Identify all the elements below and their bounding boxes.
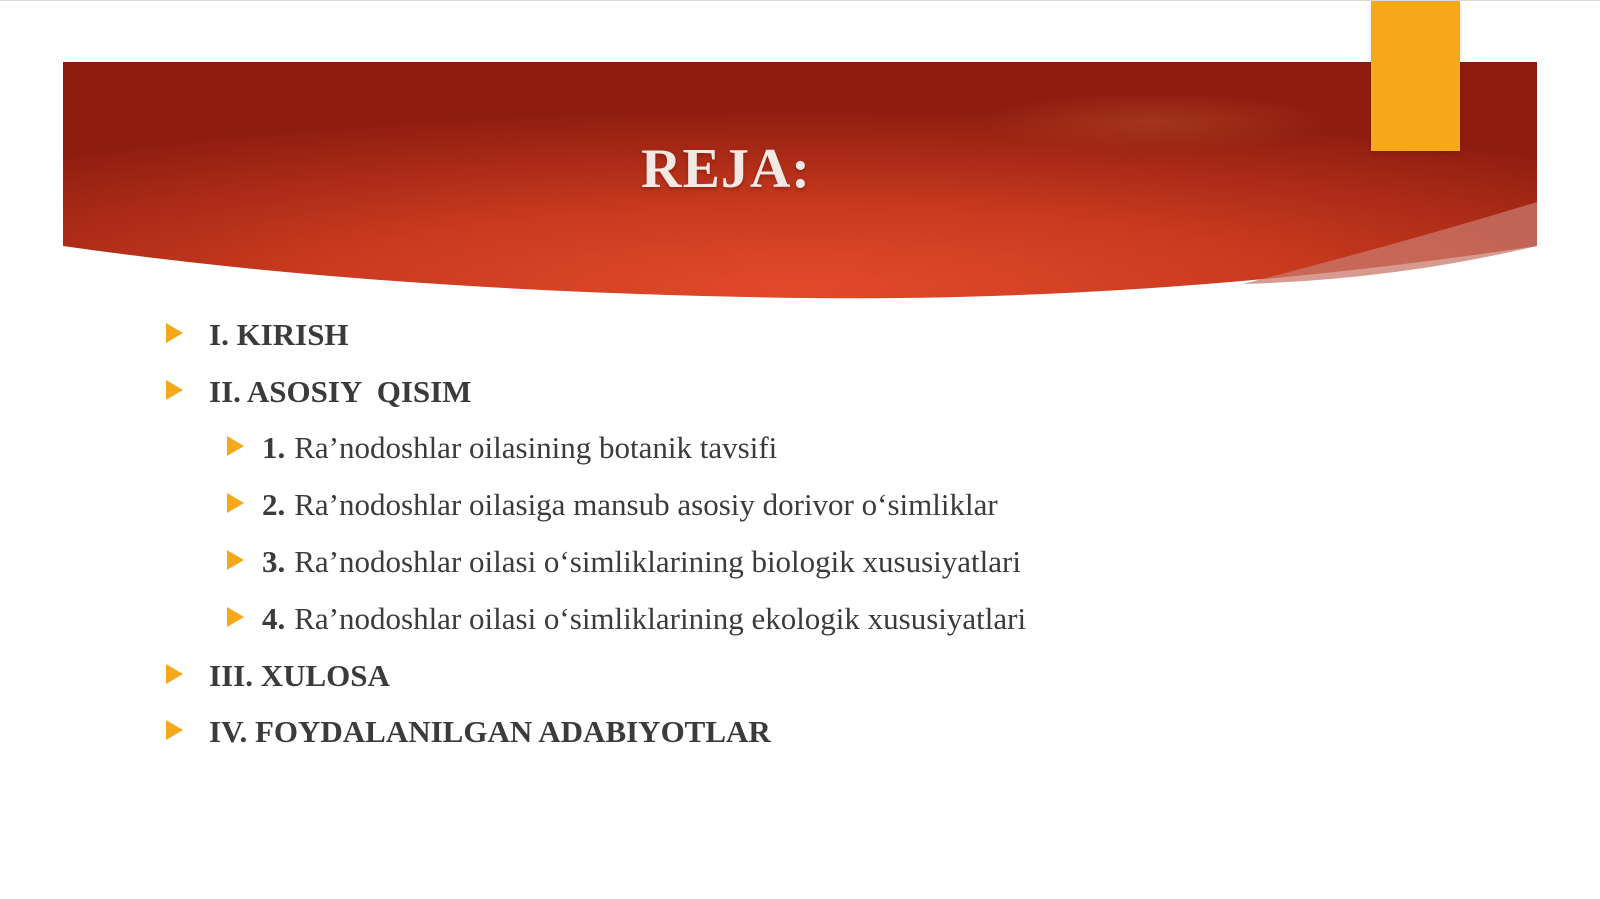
outline-item-label: III. XULOSA [209, 658, 390, 693]
subitem-text: Ra’nodoshlar oilasining botanik tavsifi [294, 430, 778, 465]
outline-item-asosiy-qisim [209, 372, 471, 412]
arrow-bullet-icon [227, 607, 244, 627]
outline-item-kirish [209, 315, 349, 355]
subitem-number: 4. [262, 601, 286, 636]
accent-tab [1371, 1, 1460, 151]
arrow-bullet-icon [166, 664, 183, 684]
subitem-text: Ra’nodoshlar oilasi o‘simliklarining biologik xususiyatlari [294, 544, 1021, 579]
outline-subitem-1 [262, 428, 777, 468]
arrow-bullet-icon [227, 436, 244, 456]
arrow-bullet-icon [227, 493, 244, 513]
subitem-text: Ra’nodoshlar oilasiga mansub asosiy dorivor o‘simliklar [294, 487, 998, 522]
outline-item-label: I. KIRISH [209, 317, 349, 352]
outline-subitem-2 [262, 485, 998, 525]
outline-subitem-3 [262, 542, 1021, 582]
outline-item-adabiyotlar [209, 712, 771, 752]
arrow-bullet-icon [166, 323, 183, 343]
arrow-bullet-icon [166, 720, 183, 740]
outline-item-xulosa [209, 656, 390, 696]
arrow-bullet-icon [227, 550, 244, 570]
subitem-number: 1. [262, 430, 286, 465]
subitem-number: 2. [262, 487, 286, 522]
subitem-text: Ra’nodoshlar oilasi o‘simliklarining ekologik xususiyatlari [294, 601, 1027, 636]
arrow-bullet-icon [166, 380, 183, 400]
outline-item-label: II. ASOSIY QISIM [209, 374, 472, 409]
outline-item-label: IV. FOYDALANILGAN ADABIYOTLAR [209, 714, 771, 749]
subitem-number: 3. [262, 544, 286, 579]
slide-title: REJA: [641, 138, 811, 200]
outline-subitem-4 [262, 599, 1026, 639]
